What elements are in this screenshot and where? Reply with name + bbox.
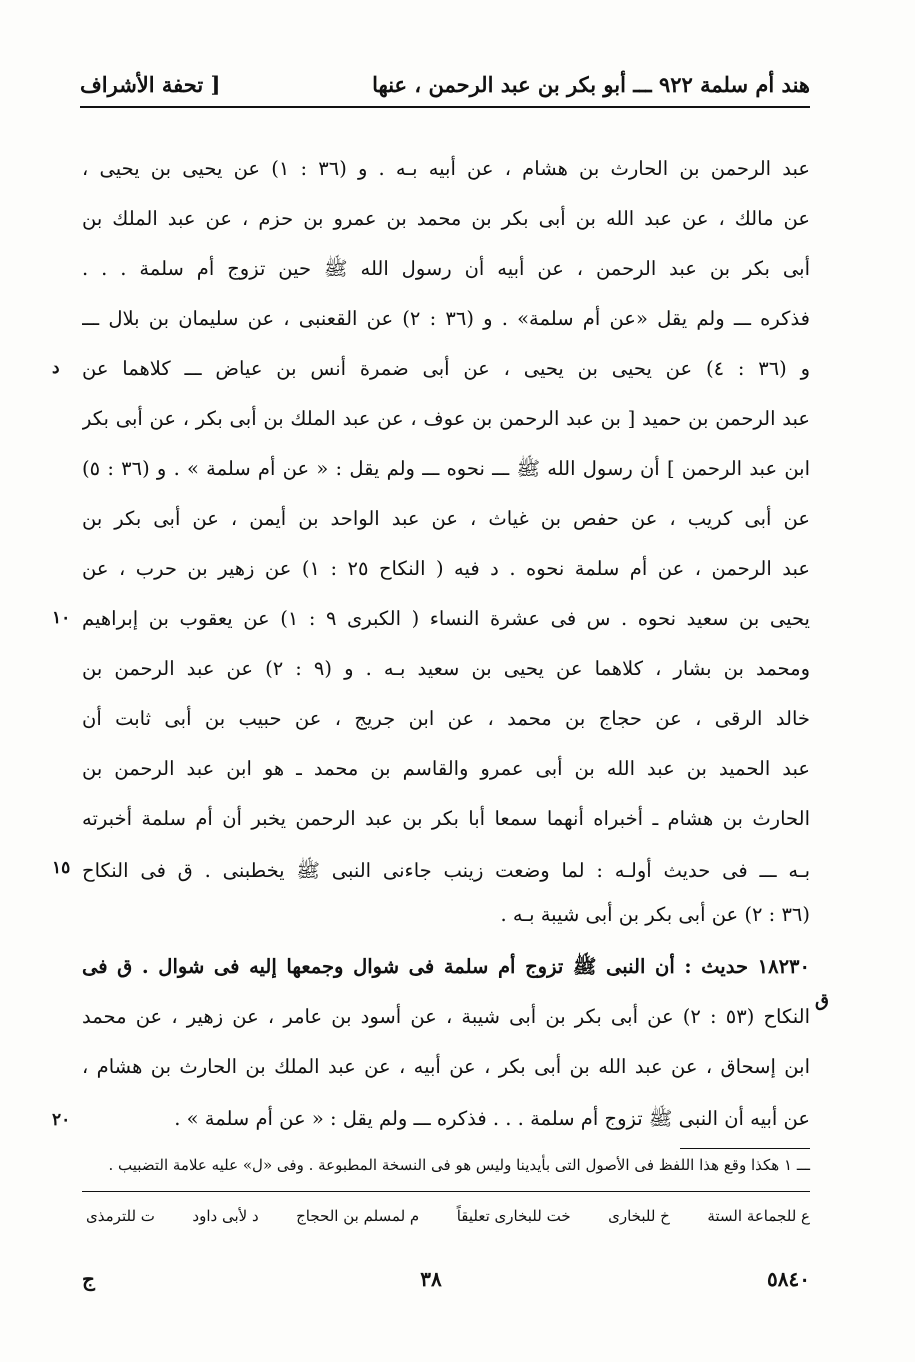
abbreviation: م لمسلم بن الحجاج <box>296 1207 420 1225</box>
header-rule <box>80 106 810 108</box>
text-line: ومحمد بن بشار ، كلاهما عن يحيى بن سعيد بـه . و (٩ : ٢) عن عبد الرحمن بن <box>82 657 810 680</box>
text-line: ابن عبد الرحمن ] أن رسول الله ﷺ ـــ نحوه ـــ ولم يقل : « عن أم سلمة » . و (٣٦ : ٥) <box>82 457 810 480</box>
running-title: هند أم سلمة ٩٢٢ ـــ أبو بكر بن عبد الرحمن ، عنها <box>372 71 810 97</box>
line-number: ٢٠ <box>52 1110 71 1130</box>
abbreviation: ع للجماعة الستة <box>707 1207 810 1225</box>
line-number: ١٥ <box>52 858 71 878</box>
text-line: عن مالك ، عن عبد الله بن أبى بكر بن محمد بن عمرو بن حزم ، عن عبد الملك بن <box>82 207 810 230</box>
page-footer <box>82 1262 810 1296</box>
text-line: فذكره ـــ ولم يقل «عن أم سلمة» . و (٣٦ : ٢) عن القعنبى ، عن سليمان بن بلال ـــ <box>82 307 810 330</box>
footnote-rule <box>680 1148 810 1149</box>
text-line: (٣٦ : ٢) عن أبى بكر بن أبى شيبة بـه . <box>500 903 810 926</box>
abbreviations-key <box>86 1200 810 1232</box>
line-number: ١٠ <box>52 608 71 628</box>
page-number: ٣٨ <box>420 1267 442 1291</box>
text-line: خالد الرقى ، عن حجاج بن محمد ، عن ابن جريج ، عن حبيب بن أبى ثابت أن <box>82 707 810 730</box>
text-line: عبد الرحمن بن الحارث بن هشام ، عن أبيه بـه . و (٣٦ : ١) عن يحيى بن يحيى ، <box>82 157 810 180</box>
volume-marker: ج <box>82 1267 95 1291</box>
abbreviations-rule <box>82 1191 810 1192</box>
abbreviation: خت للبخارى تعليقاً <box>456 1207 571 1225</box>
book-title: [ تحفة الأشراف <box>80 71 221 97</box>
text-line: ابن إسحاق ، عن عبد الله بن أبى بكر ، عن أبيه ، عن عبد الملك بن الحارث بن هشام ، <box>82 1055 810 1078</box>
text-line: عن أبى كريب ، عن حفص بن غياث ، عن عبد الواحد بن أيمن ، عن أبى بكر بن <box>82 507 810 530</box>
text-line: النكاح (٥٣ : ٢) عن أبى بكر بن أبى شيبة ، عن أسود بن عامر ، عن زهير ، عن محمد <box>82 1005 810 1028</box>
text-line: عبد الرحمن ، عن أم سلمة نحوه . د فيه ( النكاح ٢٥ : ١) عن زهير بن حرب ، عن <box>82 557 810 580</box>
text-line: عبد الحميد بن عبد الله بن أبى عمرو والقاسم بن محمد ـ هو ابن عبد الرحمن بن <box>82 757 810 780</box>
abbreviation: د لأبى داود <box>192 1207 259 1225</box>
hadith-entry-line: ١٨٢٣٠ حديث : أن النبى ﷺ تزوج أم سلمة فى شوال وجمعها إليه فى شوال . ق فى <box>82 955 810 978</box>
margin-marker: ق <box>815 990 829 1011</box>
entry-code: ٥٨٤٠ <box>767 1267 810 1291</box>
abbreviation: ت للترمذى <box>86 1207 155 1225</box>
footnote: ـــ ١ هكذا وقع هذا اللفظ فى الأصول التى بأيدينا وليس هو فى النسخة المطبوعة . وفى «ل» عليه علامة التضبيب . <box>108 1156 810 1174</box>
text-line: عن أبيه أن النبى ﷺ تزوج أم سلمة . . . فذكره ـــ ولم يقل : « عن أم سلمة » . <box>174 1107 810 1130</box>
text-line: الحارث بن هشام ـ أخبراه أنهما سمعا أبا بكر بن عبد الرحمن يخبر أن أم سلمة أخبرته <box>82 807 810 830</box>
abbreviation: خ للبخارى <box>608 1207 670 1225</box>
text-line: عبد الرحمن بن حميد [ بن عبد الرحمن بن عوف ، عن عبد الملك بن أبى بكر ، عن أبى بكر <box>82 407 810 430</box>
text-line: و (٣٦ : ٤) عن يحيى بن يحيى ، عن أبى ضمرة أنس بن عياض ـــ كلاهما عن <box>82 357 810 380</box>
page-header <box>80 62 810 106</box>
margin-marker: د <box>52 358 60 378</box>
text-line: بـه ـــ فى حديث أولـه : لما وضعت زينب جاءنى النبى ﷺ يخطبنى . ق فى النكاح <box>82 859 810 882</box>
text-line: يحيى بن سعيد نحوه . س فى عشرة النساء ( الكبرى ٩ : ١) عن يعقوب بن إبراهيم <box>82 607 810 630</box>
text-line: أبى بكر بن عبد الرحمن ، عن أبيه أن رسول الله ﷺ حين تزوج أم سلمة . . . <box>82 257 810 280</box>
